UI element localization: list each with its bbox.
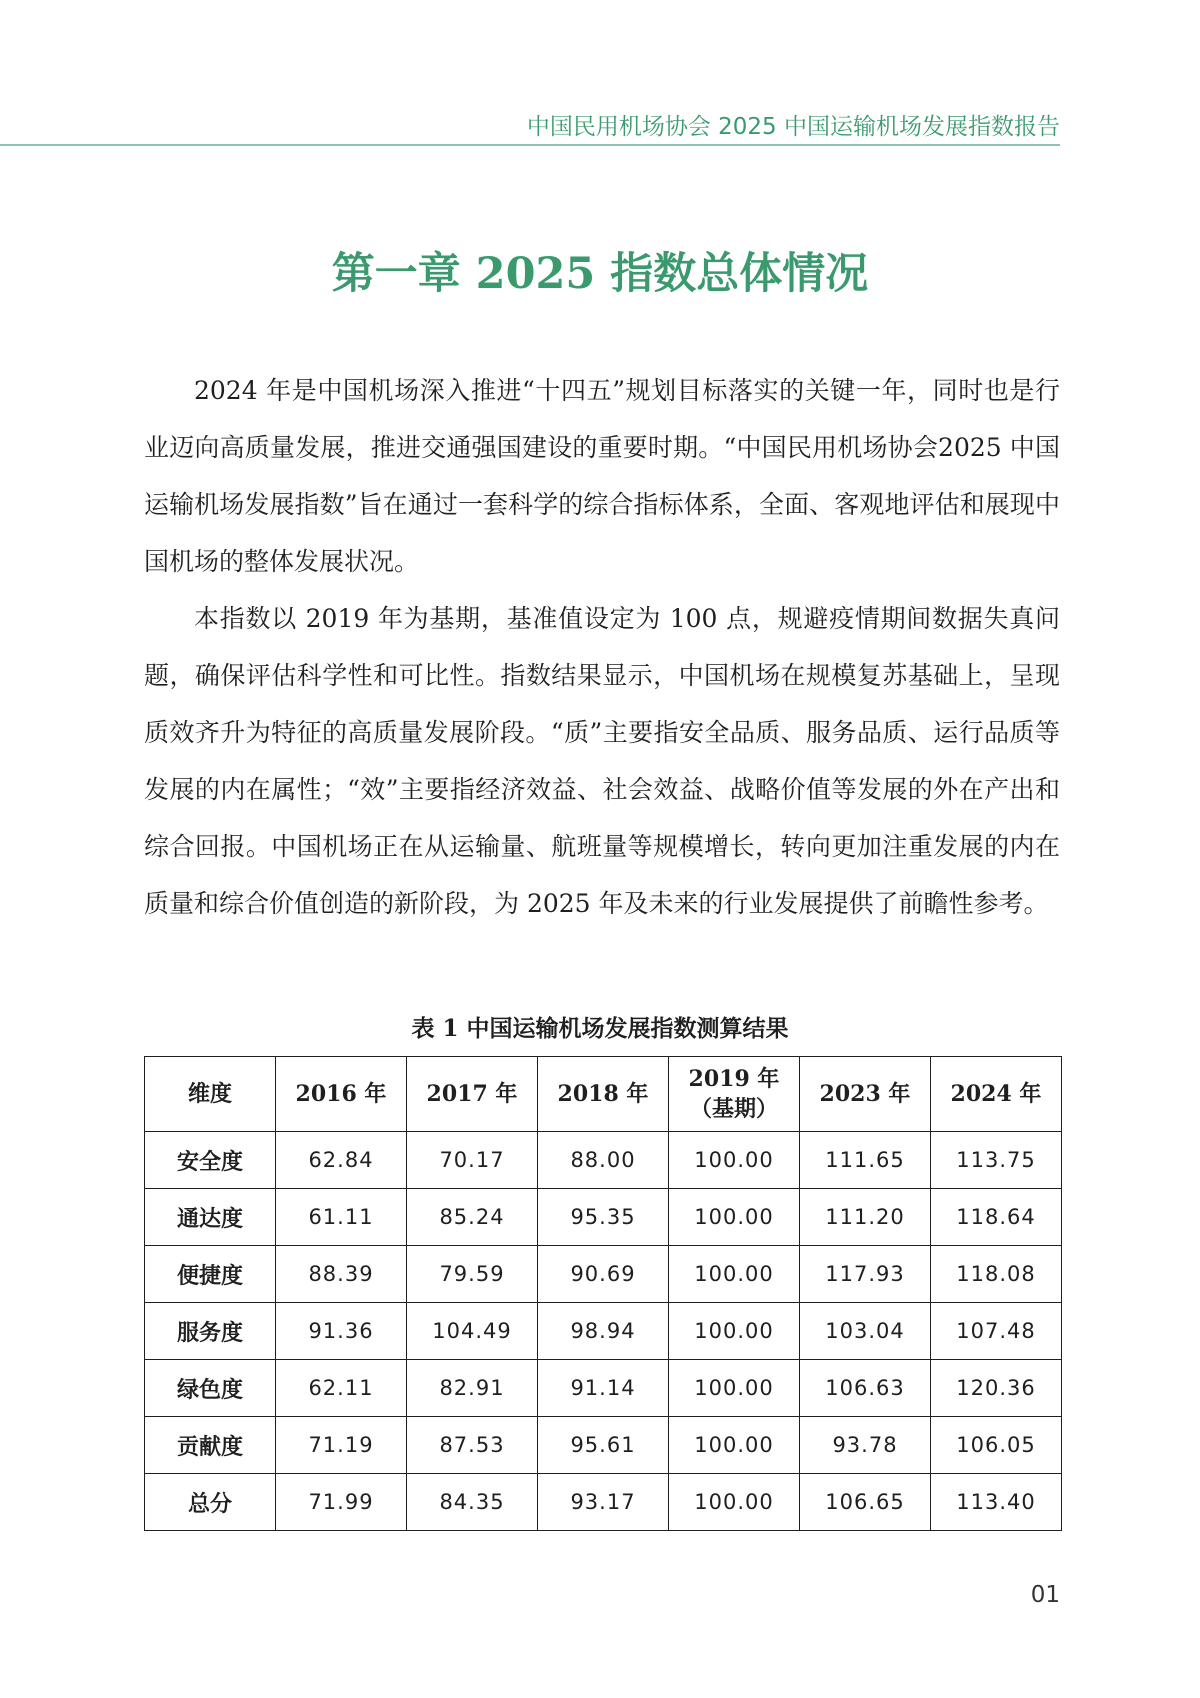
table-cell: 62.11 (276, 1360, 407, 1417)
table-row-contribution (145, 1417, 1062, 1474)
table-cell: 70.17 (407, 1132, 538, 1189)
table-cell: 85.24 (407, 1189, 538, 1246)
body-text (144, 362, 1060, 932)
table-cell: 111.65 (800, 1132, 931, 1189)
header-2023: 2023 年 (800, 1057, 931, 1132)
table-cell: 91.36 (276, 1303, 407, 1360)
header-dimension: 维度 (145, 1057, 276, 1132)
table-row-service (145, 1303, 1062, 1360)
row-label: 服务度 (145, 1303, 276, 1360)
table-cell: 87.53 (407, 1417, 538, 1474)
table-cell: 90.69 (538, 1246, 669, 1303)
row-label: 通达度 (145, 1189, 276, 1246)
table-cell: 100.00 (669, 1246, 800, 1303)
row-label: 总分 (145, 1474, 276, 1531)
header-2019-base (669, 1057, 800, 1132)
header-2017: 2017 年 (407, 1057, 538, 1132)
table-cell: 113.40 (931, 1474, 1062, 1531)
table-cell: 106.63 (800, 1360, 931, 1417)
table-cell: 88.39 (276, 1246, 407, 1303)
table-cell: 71.99 (276, 1474, 407, 1531)
table-cell: 118.64 (931, 1189, 1062, 1246)
table-cell: 84.35 (407, 1474, 538, 1531)
table-cell: 100.00 (669, 1132, 800, 1189)
table-cell: 93.17 (538, 1474, 669, 1531)
table-row-safety (145, 1132, 1062, 1189)
table-cell: 79.59 (407, 1246, 538, 1303)
table-cell: 61.11 (276, 1189, 407, 1246)
table-cell: 117.93 (800, 1246, 931, 1303)
table-cell: 120.36 (931, 1360, 1062, 1417)
row-label: 贡献度 (145, 1417, 276, 1474)
table-cell: 62.84 (276, 1132, 407, 1189)
table-cell: 106.05 (931, 1417, 1062, 1474)
running-header (0, 104, 1060, 146)
header-2019-year: 2019 年 (688, 1066, 780, 1092)
table-cell: 100.00 (669, 1474, 800, 1531)
paragraph-intro: 2024 年是中国机场深入推进“十四五”规划目标落实的关键一年，同时也是行业迈向高质量发展，推进交通强国建设的重要时期。“中国民用机场协会2025 中国运输机场发展指数”旨在通过一套科学的综合指标体系，全面、客观地评估和展现中国机场的整体发展状况。 (144, 376, 1060, 576)
table-cell: 100.00 (669, 1303, 800, 1360)
page-number: 01 (1030, 1582, 1060, 1608)
table-cell: 118.08 (931, 1246, 1062, 1303)
table-cell: 113.75 (931, 1132, 1062, 1189)
table-row-connectivity (145, 1189, 1062, 1246)
table-cell: 95.61 (538, 1417, 669, 1474)
table-cell: 106.65 (800, 1474, 931, 1531)
index-results-table (144, 1056, 1062, 1531)
header-2018: 2018 年 (538, 1057, 669, 1132)
header-2016: 2016 年 (276, 1057, 407, 1132)
table-cell: 95.35 (538, 1189, 669, 1246)
table-cell: 111.20 (800, 1189, 931, 1246)
row-label: 便捷度 (145, 1246, 276, 1303)
header-2019-base-label: （基期） (689, 1096, 778, 1122)
table-cell: 91.14 (538, 1360, 669, 1417)
table-cell: 93.78 (800, 1417, 931, 1474)
table-row-total (145, 1474, 1062, 1531)
chapter-title: 第一章 2025 指数总体情况 (331, 249, 869, 299)
table-cell: 107.48 (931, 1303, 1062, 1360)
table-cell: 71.19 (276, 1417, 407, 1474)
table-cell: 82.91 (407, 1360, 538, 1417)
row-label: 安全度 (145, 1132, 276, 1189)
row-label: 绿色度 (145, 1360, 276, 1417)
paragraph-index-results: 本指数以 2019 年为基期，基准值设定为 100 点，规避疫情期间数据失真问题，确保评估科学性和可比性。指数结果显示，中国机场在规模复苏基础上，呈现质效齐升为特征的高质量发展阶段。“质”主要指安全品质、服务品质、运行品质等发展的内在属性；“效”主要指经济效益、社会效益、战略价值等发展的外在产出和综合回报。中国机场正在从运输量、航班量等规模增长，转向更加注重发展的内在质量和综合价值创造的新阶段，为 2025 年及未来的行业发展提供了前瞻性参考。 (144, 604, 1060, 918)
table-cell: 103.04 (800, 1303, 931, 1360)
table-row-green (145, 1360, 1062, 1417)
table-header-row (145, 1057, 1062, 1132)
table-row-convenience (145, 1246, 1062, 1303)
table-cell: 100.00 (669, 1189, 800, 1246)
table-cell: 98.94 (538, 1303, 669, 1360)
table-caption: 表 1 中国运输机场发展指数测算结果 (411, 1015, 789, 1042)
table-cell: 104.49 (407, 1303, 538, 1360)
running-header-title: 中国民用机场协会 2025 中国运输机场发展指数报告 (526, 114, 1060, 140)
header-2024: 2024 年 (931, 1057, 1062, 1132)
table-cell: 100.00 (669, 1360, 800, 1417)
table-cell: 88.00 (538, 1132, 669, 1189)
table-cell: 100.00 (669, 1417, 800, 1474)
